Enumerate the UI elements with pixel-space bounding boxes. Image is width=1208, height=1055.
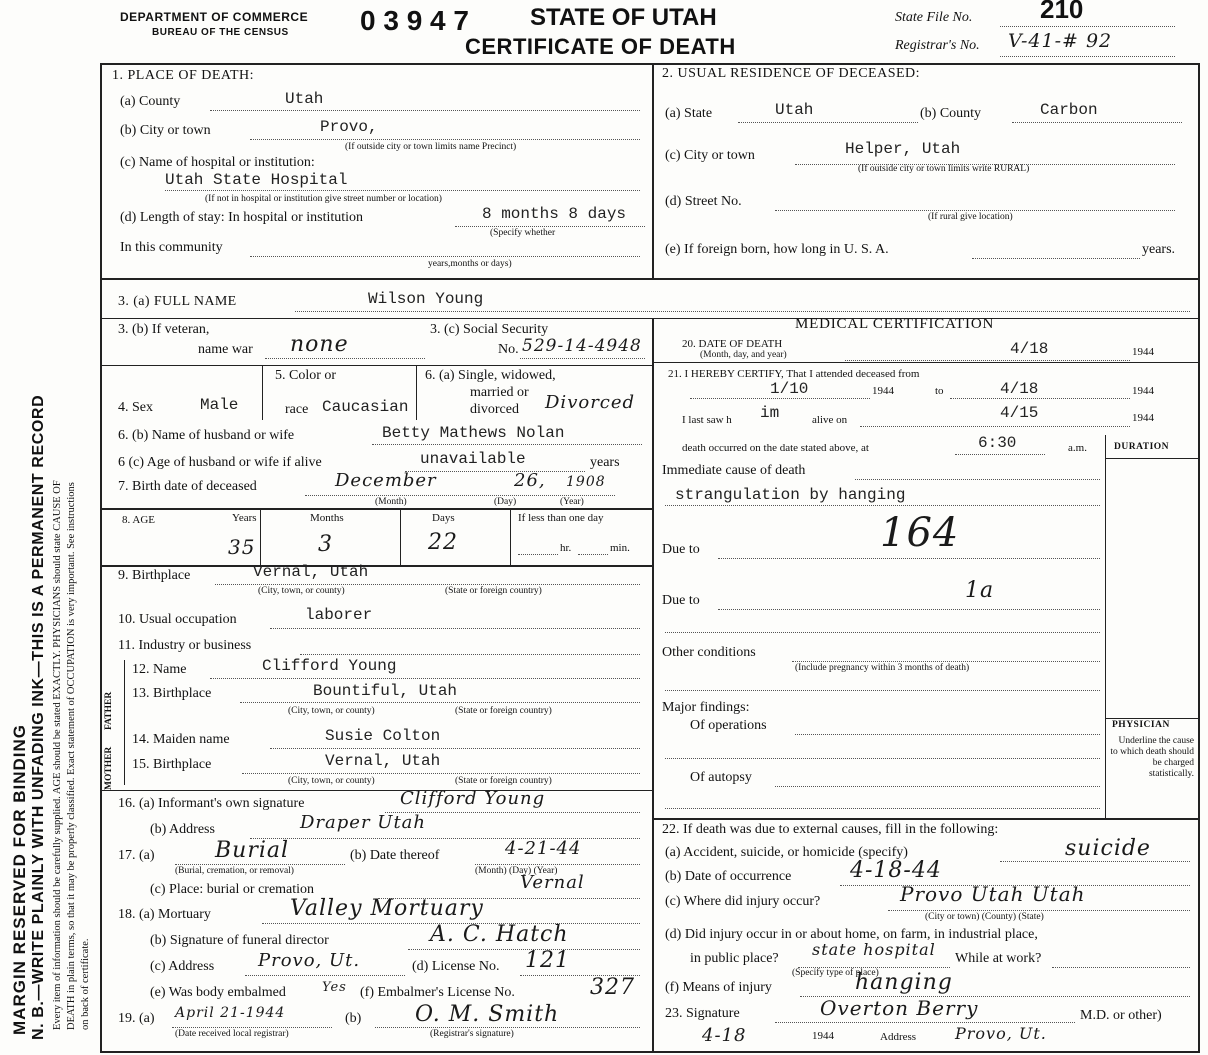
accident-label: (a) Accident, suicide, or homicide (specify) [665,845,908,860]
father-side-label: FATHER [104,691,114,730]
full-name-value: Wilson Young [368,290,484,308]
burial-place-label: (c) Place: burial or cremation [150,882,315,897]
place-community-label: In this community [120,240,223,255]
year-note: (Year) [560,497,584,507]
birth-year: 1908 [566,474,606,490]
license-label: (d) License No. [412,959,500,974]
where-label: (c) Where did injury occur? [665,894,821,909]
father-birthplace-label: 13. Birthplace [132,686,212,701]
autopsy-label: Of autopsy [690,770,752,785]
spouse-age-value: unavailable [420,450,526,468]
death-time-value: 6:30 [978,434,1017,452]
margin-instructions-2: DEATH in plain terms, so that it may be properly classified. Exact statement of OCCUPATION is very important. See instructions [66,482,77,1030]
registrar-sig-note: (Registrar's signature) [430,1029,514,1039]
place-stay-label: (d) Length of stay: In hospital or institution [120,210,364,225]
binding-margin [0,0,100,1055]
marital-label-2: married or [470,385,529,400]
public-note: (Specify type of place) [792,968,879,978]
registrar-sig-label: (b) [345,1011,362,1026]
residence-foreign-label: (e) If foreign born, how long in U. S. A. [665,242,889,257]
occurrence-label: (b) Date of occurrence [665,869,792,884]
residence-heading: 2. USUAL RESIDENCE OF DECEASED: [662,66,921,81]
means-label: (f) Means of injury [665,980,772,995]
signature-address-label: Address [880,1031,917,1043]
birthplace-city-note: (City, town, or county) [258,586,345,596]
sex-label: 4. Sex [118,400,153,415]
day-note: (Day) [494,497,517,507]
spouse-age-suffix: years [590,455,620,470]
full-name-label: 3. (a) FULL NAME [118,294,237,309]
death-date-value: 4/18 [1010,340,1049,358]
immediate-cause-label: Immediate cause of death [662,463,806,478]
residence-city-note: (If outside city or town limits write RURAL) [858,164,1030,174]
days-label: Days [432,512,455,524]
place-hospital-value: Utah State Hospital [165,171,348,189]
age-years-value: 35 [228,535,256,559]
informant-addr-label: (b) Address [150,822,215,837]
burial-note: (Burial, cremation, or removal) [175,866,294,876]
registrar-number: V-41-# 92 [1008,30,1113,52]
burial-date-note: (Month) (Day) (Year) [475,866,558,876]
mother-birthplace-value: Vernal, Utah [325,752,441,770]
attended-from-year: 1944 [872,385,894,397]
place-county-value: Utah [285,90,324,108]
medical-heading: MEDICAL CERTIFICATION [795,316,995,332]
hr-label: hr. [560,542,572,554]
father-city-note: (City, town, or county) [288,706,375,716]
place-stay-note: (Specify whether [490,228,556,238]
duration-heading: DURATION [1114,442,1170,452]
birthdate-label: 7. Birth date of deceased [118,479,257,494]
residence-state-value: Utah [775,101,814,119]
place-heading: 1. PLACE OF DEATH: [112,68,255,83]
embalmed-value: Yes [322,980,347,995]
death-year-value: 1944 [1132,346,1154,358]
margin-binding-note: MARGIN RESERVED FOR BINDING [10,724,29,1035]
father-name-label: 12. Name [132,662,187,677]
external-causes-label: 22. If death was due to external causes, fill in the following: [662,822,999,837]
less-than-day-label: If less than one day [518,512,604,524]
alive-year-value: 1944 [1132,412,1154,424]
occupation-value: laborer [305,606,373,624]
physician-heading: PHYSICIAN [1112,720,1170,730]
registrar-line [1000,56,1175,57]
residence-street-note: (If rural give location) [928,212,1013,222]
father-birthplace-value: Bountiful, Utah [313,682,458,700]
sex-value: Male [200,396,239,414]
ss-label-2: No. [498,342,519,357]
veteran-label-2: name war [198,342,253,357]
father-state-note: (State or foreign country) [455,706,552,716]
received-note: (Date received local registrar) [175,1029,289,1039]
place-hospital-label: (c) Name of hospital or institution: [120,155,315,170]
major-findings-label: Major findings: [662,700,750,715]
certify-label: 21. I HEREBY CERTIFY, That I attended deceased from [668,368,920,380]
race-label-1: 5. Color or [275,368,337,383]
margin-instructions-1: Every item of information should be carefully supplied. AGE should be stated EXACTLY. PHYSICIANS should state CAUSE OF [52,480,63,1030]
age-months-value: 3 [318,532,333,557]
mother-state-note: (State or foreign country) [455,776,552,786]
occurrence-value: 4-18-44 [850,858,942,883]
certificate-title: CERTIFICATE OF DEATH [465,34,736,59]
mother-birthplace-label: 15. Birthplace [132,757,212,772]
license-value: 121 [525,948,570,973]
burial-label: 17. (a) [118,848,155,863]
signature-value: Overton Berry [820,996,979,1020]
margin-ink-note: N. B.—WRITE PLAINLY WITH UNFADING INK—THIS IS A PERMANENT RECORD [30,394,47,1040]
place-city-value: Provo, [320,118,378,136]
received-label: 19. (a) [118,1011,155,1026]
received-value: April 21-1944 [175,1005,286,1021]
embalmed-label: (e) Was body embalmed [150,985,286,1000]
last-saw-pronoun: im [760,404,780,422]
marital-value: Divorced [545,392,636,413]
birthplace-label: 9. Birthplace [118,568,191,583]
min-label: min. [610,542,630,554]
home-label: (d) Did injury occur in or about home, on farm, in industrial place, [665,927,1038,942]
place-city-note: (If outside city or town limits name Precinct) [345,142,517,152]
informant-sig-value: Clifford Young [400,788,546,809]
due-to-2-label: Due to [662,593,700,608]
signature-date-value: 4-18 [702,1025,747,1046]
veteran-label-1: 3. (b) If veteran, [118,322,210,337]
alive-label: alive on [812,414,848,426]
place-stay-value: 8 months 8 days [482,205,627,223]
state-file-label: State File No. [895,10,973,25]
bureau-label: BUREAU OF THE CENSUS [152,27,289,38]
residence-state-label: (a) State [665,106,713,121]
informant-addr-value: Draper Utah [300,812,426,833]
work-label: While at work? [955,951,1042,966]
attended-from-value: 1/10 [770,380,809,398]
immediate-cause-value: strangulation by hanging [675,486,906,504]
years-label: Years [232,512,257,524]
birth-day: 26, [514,470,546,491]
age-label: 8. AGE [122,514,155,526]
place-community-note: years,months or days) [428,259,512,269]
residence-city-label: (c) City or town [665,148,755,163]
md-label: M.D. or other) [1080,1008,1162,1023]
state-file-line [1000,26,1175,27]
embalmer-license-value: 327 [590,975,635,1000]
burial-date-label: (b) Date thereof [350,848,440,863]
marital-label-1: 6. (a) Single, widowed, [425,368,556,383]
place-county-label: (a) County [120,94,181,109]
spouse-value: Betty Mathews Nolan [382,424,565,442]
spouse-label: 6. (b) Name of husband or wife [118,428,295,443]
death-date-label-2: (Month, day, and year) [700,350,787,360]
signature-label: 23. Signature [665,1006,740,1021]
mother-name-value: Susie Colton [325,727,441,745]
dept-label: DEPARTMENT OF COMMERCE [120,10,309,24]
burial-place-value: Vernal [520,872,585,893]
due-to-1-label: Due to [662,542,700,557]
attended-to-label: to [935,385,944,397]
state-title: STATE OF UTAH [530,4,717,31]
fd-address-label: (c) Address [150,959,215,974]
other-conditions-note: (Include pregnancy within 3 months of death) [795,663,970,673]
place-hospital-note: (If not in hospital or institution give street number or location) [205,194,442,204]
last-saw-label: I last saw h [682,414,732,426]
mother-side-label: MOTHER [104,746,114,790]
alive-date-value: 4/15 [1000,404,1039,422]
burial-value: Burial [215,838,290,863]
mortuary-value: Valley Mortuary [290,896,484,921]
residence-county-label: (b) County [920,106,982,121]
where-note: (City or town) (County) (State) [925,912,1044,922]
mother-name-label: 14. Maiden name [132,732,230,747]
public-label: in public place? [690,951,779,966]
months-label: Months [310,512,344,524]
where-value: Provo Utah Utah [900,882,1086,906]
signature-address-value: Provo, Ut. [955,1024,1047,1043]
residence-foreign-suffix: years. [1142,242,1176,257]
occurred-label: death occurred on the date stated above, at [682,442,869,454]
race-value: Caucasian [322,398,409,416]
due-to-1-value: 164 [880,510,960,556]
ss-label-1: 3. (c) Social Security [430,322,549,337]
birth-month: December [335,470,437,491]
residence-county-value: Carbon [1040,101,1098,119]
file-number: 0 3 9 4 7 [360,5,469,36]
state-file-number: 210 [1040,0,1084,24]
death-date-label-1: 20. DATE OF DEATH [682,338,783,350]
birthplace-state-note: (State or foreign country) [445,586,542,596]
death-ampm: a.m. [1068,442,1087,454]
industry-label: 11. Industry or business [118,638,252,653]
director-label: (b) Signature of funeral director [150,933,329,948]
occupation-label: 10. Usual occupation [118,612,237,627]
veteran-value: none [290,332,349,357]
birthplace-value: Vernal, Utah [253,563,369,581]
month-note: (Month) [375,497,407,507]
fd-address-value: Provo, Ut. [258,950,361,971]
spouse-age-label: 6 (c) Age of husband or wife if alive [118,455,322,470]
burial-date-value: 4-21-44 [505,838,582,859]
due-to-2-value: 1a [965,578,995,603]
director-value: A. C. Hatch [430,922,569,947]
accident-value: suicide [1065,836,1151,861]
marital-label-3: divorced [470,402,519,417]
father-name-value: Clifford Young [262,657,397,675]
margin-instructions-3: on back of certificate. [80,938,91,1030]
mortuary-label: 18. (a) Mortuary [118,907,211,922]
means-value: hanging [855,970,953,995]
mother-city-note: (City, town, or county) [288,776,375,786]
registrar-sig-value: O. M. Smith [415,1002,560,1027]
residence-street-label: (d) Street No. [665,194,742,209]
ss-value: 529-14-4948 [522,336,642,356]
attended-to-value: 4/18 [1000,380,1039,398]
other-conditions-label: Other conditions [662,645,756,660]
operations-label: Of operations [690,718,767,733]
physician-note: Underline the cause to which death should be charged statistically. [1110,736,1194,779]
embalmer-label: (f) Embalmer's License No. [360,985,515,1000]
informant-sig-label: 16. (a) Informant's own signature [118,796,305,811]
place-city-label: (b) City or town [120,123,211,138]
public-value: state hospital [812,940,936,959]
attended-to-year: 1944 [1132,385,1154,397]
signature-year-value: 1944 [812,1030,834,1042]
registrar-label: Registrar's No. [895,38,980,53]
race-label-2: race [285,402,309,417]
age-days-value: 22 [428,530,458,555]
residence-city-value: Helper, Utah [845,140,961,158]
